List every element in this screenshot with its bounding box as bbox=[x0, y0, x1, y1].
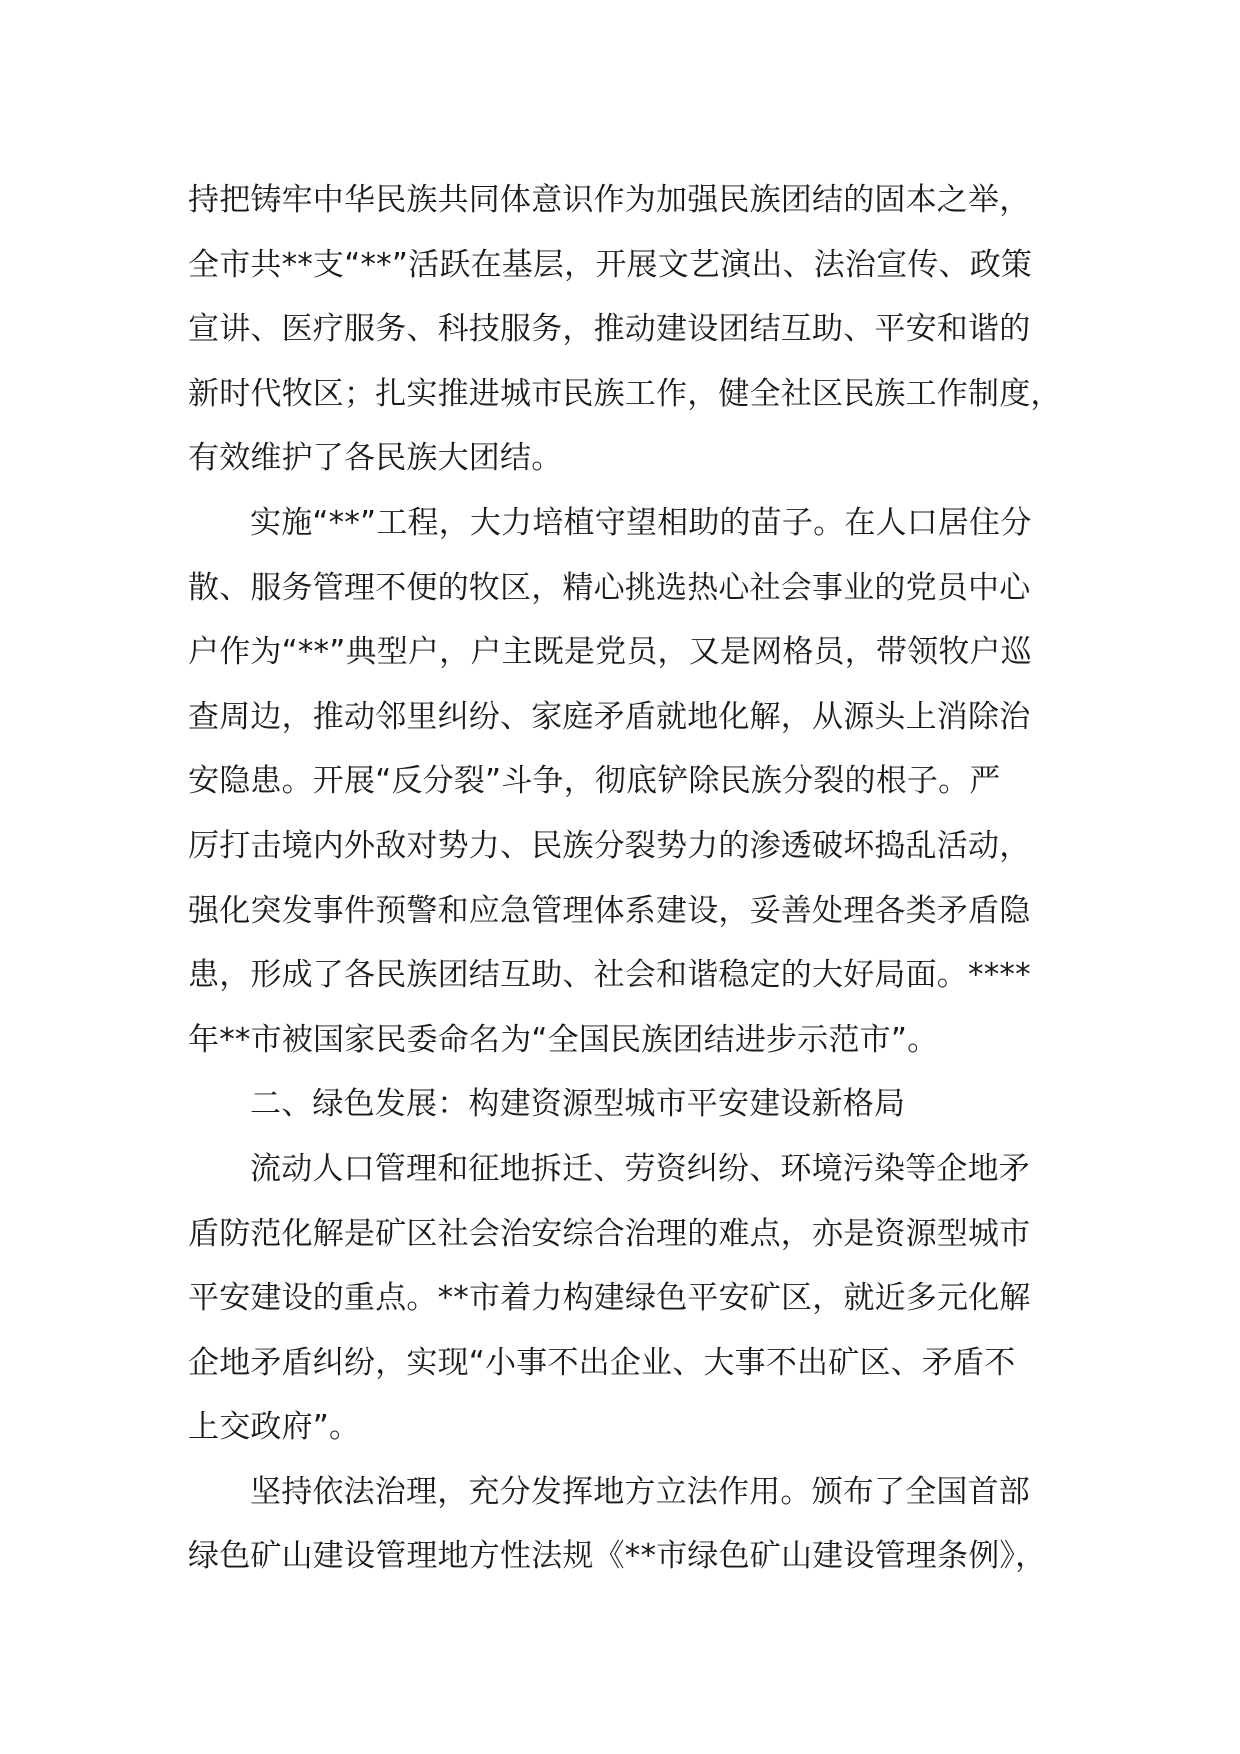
text-line: 新时代牧区；扎实推进城市民族工作，健全社区民族工作制度， bbox=[188, 375, 1062, 412]
text-line: 散、服务管理不便的牧区，精心挑选热心社会事业的党员中心 bbox=[188, 569, 1031, 606]
text-line: 户作为“**”典型户，户主既是党员，又是网格员，带领牧户巡 bbox=[188, 634, 1032, 671]
text-line: 患，形成了各民族团结互助、社会和谐稳定的大好局面。**** bbox=[188, 957, 1031, 994]
text-line: 安隐患。开展“反分裂”斗争，彻底铲除民族分裂的根子。严 bbox=[188, 763, 1001, 800]
text-line: 盾防范化解是矿区社会治安综合治理的难点，亦是资源型城市 bbox=[188, 1215, 1031, 1252]
text-line: 有效维护了各民族大团结。 bbox=[188, 440, 563, 477]
paragraph-first-line: 实施“**”工程，大力培植守望相助的苗子。在人口居住分 bbox=[250, 504, 1032, 541]
text-line: 厉打击境内外敌对势力、民族分裂势力的渗透破坏捣乱活动， bbox=[188, 827, 1031, 864]
text-line: 绿色矿山建设管理地方性法规《**市绿色矿山建设管理条例》， bbox=[188, 1538, 1047, 1575]
paragraph-first-line: 流动人口管理和征地拆迁、劳资纠纷、环境污染等企地矛 bbox=[250, 1150, 1030, 1187]
text-line: 年**市被国家民委命名为“全国民族团结进步示范市”。 bbox=[188, 1021, 939, 1058]
text-line: 强化突发事件预警和应急管理体系建设，妥善处理各类矛盾隐 bbox=[188, 892, 1031, 929]
text-line: 上交政府”。 bbox=[188, 1409, 361, 1446]
text-line: 全市共**支“**”活跃在基层，开展文艺演出、法治宣传、政策 bbox=[188, 246, 1033, 283]
text-line: 平安建设的重点。**市着力构建绿色平安矿区，就近多元化解 bbox=[188, 1280, 1031, 1317]
text-line: 企地矛盾纠纷，实现“小事不出企业、大事不出矿区、矛盾不 bbox=[188, 1344, 1016, 1381]
text-line: 宣讲、医疗服务、科技服务，推动建设团结互助、平安和谐的 bbox=[188, 311, 1031, 348]
text-line: 持把铸牢中华民族共同体意识作为加强民族团结的固本之举， bbox=[188, 182, 1031, 218]
section-heading: 二、绿色发展：构建资源型城市平安建设新格局 bbox=[250, 1086, 906, 1123]
body-text bbox=[188, 168, 1068, 1589]
paragraph-first-line: 坚持依法治理，充分发挥地方立法作用。颁布了全国首部 bbox=[250, 1473, 1030, 1510]
text-line: 查周边，推动邻里纠纷、家庭矛盾就地化解，从源头上消除治 bbox=[188, 698, 1031, 735]
